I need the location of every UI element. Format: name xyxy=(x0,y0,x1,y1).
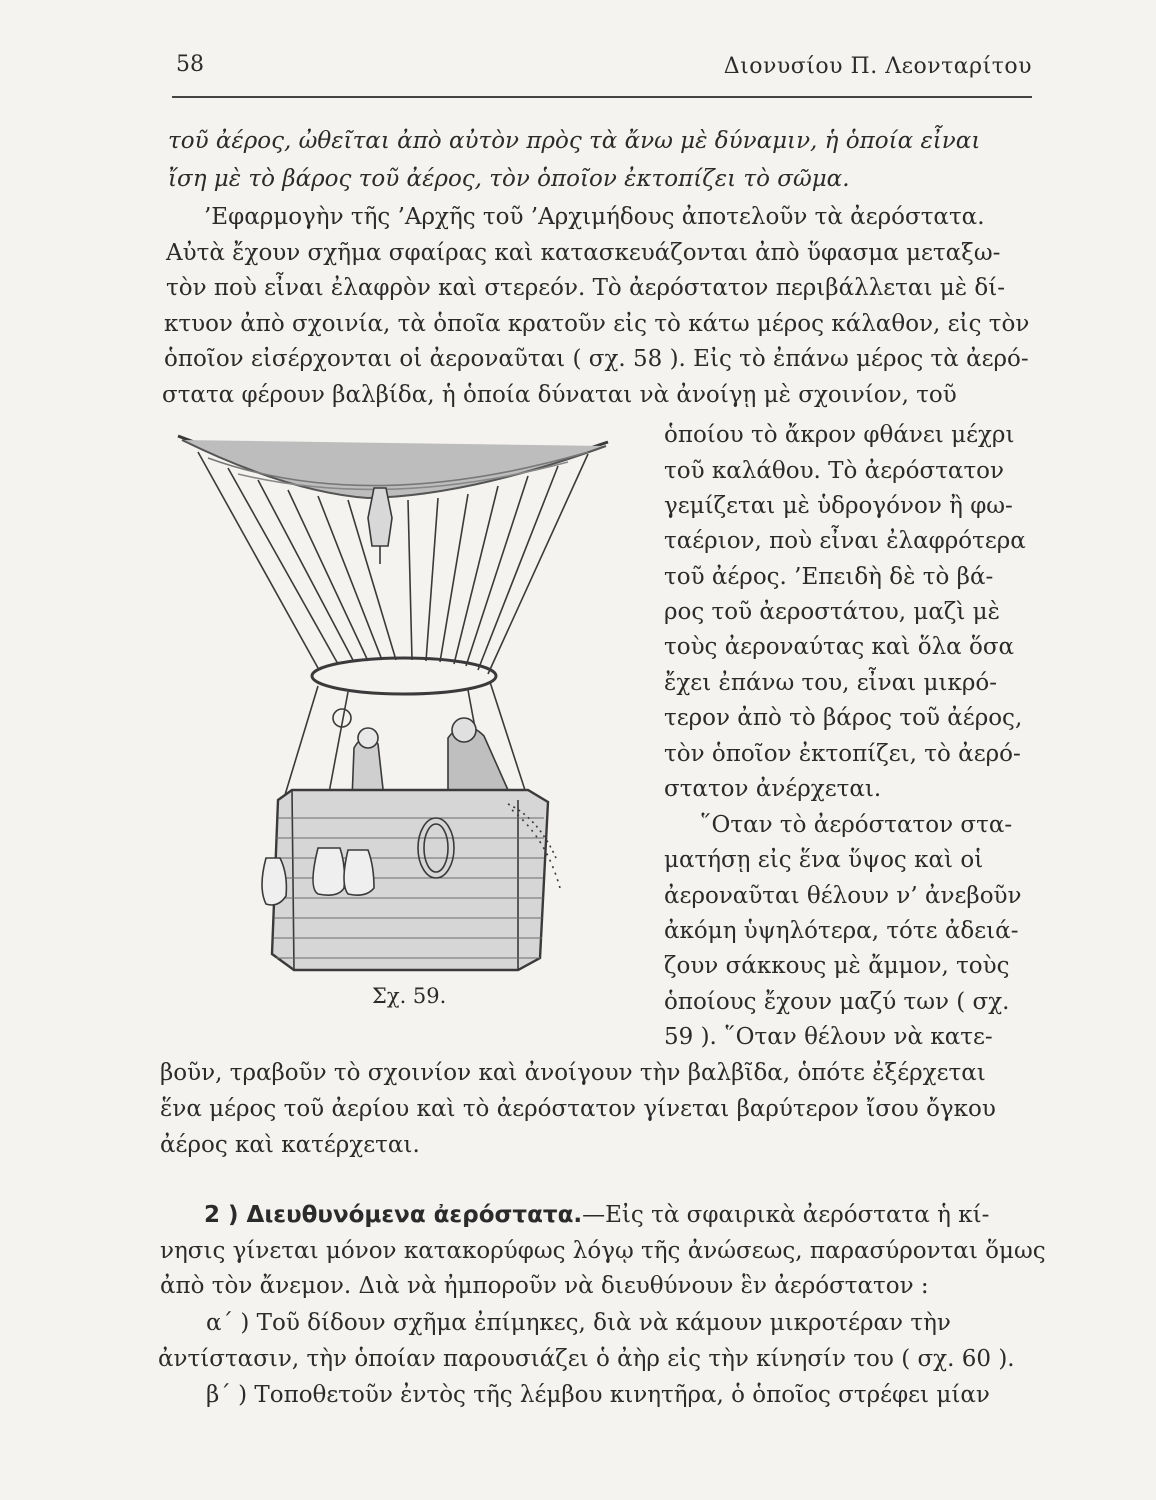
section-heading-rest: —Εἰς τὰ σφαιρικὰ ἀερόστατα ἡ κί- xyxy=(582,1202,990,1228)
column-line: γεμίζεται μὲ ὑδρογόνον ἢ φω- xyxy=(664,493,1013,519)
page-header xyxy=(172,44,1032,94)
paragraph-line: ὁποῖον εἰσέρχονται οἱ ἀεροναῦται ( σχ. 58 ). Εἰς τὸ ἐπάνω μέρος τὰ ἀερό- xyxy=(164,346,1029,372)
column-line: τοὺς ἀεροναύτας καὶ ὅλα ὅσα xyxy=(664,634,1015,660)
intro-line: τοῦ ἀέρος, ὠθεῖται ἀπὸ αὐτὸν πρὸς τὰ ἄνω μὲ δύναμιν, ἡ ὁποία εἶναι xyxy=(168,128,981,154)
column-line: ρος τοῦ ἀεροστάτου, μαζὶ μὲ xyxy=(664,599,1000,625)
column-line: τερον ἀπὸ τὸ βάρος τοῦ ἀέρος, xyxy=(664,705,1023,731)
column-line: ἀκόμη ὑψηλότερα, τότε ἀδειά- xyxy=(664,918,1019,944)
list-item: α΄ ) Τοῦ δίδουν σχῆμα ἐπίμηκες, διὰ νὰ κάμουν μικροτέραν τὴν xyxy=(206,1310,951,1336)
paragraph-line: κτυον ἀπὸ σχοινία, τὰ ὁποῖα κρατοῦν εἰς τὸ κάτω μέρος κάλαθον, εἰς τὸν xyxy=(164,311,1030,337)
column-line: τὸν ὁποῖον ἐκτοπίζει, τὸ ἀερό- xyxy=(664,741,1021,767)
list-item: β΄ ) Τοποθετοῦν ἐντὸς τῆς λέμβου κινητῆρα, ὁ ὁποῖος στρέφει μίαν xyxy=(206,1382,990,1408)
column-line: ἀεροναῦται θέλουν ν’ ἀνεβοῦν xyxy=(664,883,1022,909)
column-line: ἔχει ἐπάνω του, εἶναι μικρό- xyxy=(664,670,997,696)
column-line: ζουν σάκκους μὲ ἄμμον, τοὺς xyxy=(664,953,1010,979)
column-line: ῞Οταν τὸ ἀερόστατον στα- xyxy=(700,812,1013,838)
page-number: 58 xyxy=(176,52,204,77)
paragraph-line: ἀντίστασιν, τὴν ὁποίαν παρουσιάζει ὁ ἀὴρ εἰς τὴν κίνησίν του ( σχ. 60 ). xyxy=(158,1346,1015,1372)
paragraph-line: ’Εφαρμογὴν τῆς ’Αρχῆς τοῦ ’Αρχιμήδους ἀποτελοῦν τὰ ἀερόστατα. xyxy=(204,204,985,230)
paragraph-line: Αὐτὰ ἔχουν σχῆμα σφαίρας καὶ κατασκευάζονται ἀπὸ ὕφασμα μεταξω- xyxy=(166,240,1001,266)
paragraph-line: στατα φέρουν βαλβίδα, ἡ ὁποία δύναται νὰ ἀνοίγῃ μὲ σχοινίον, τοῦ xyxy=(162,382,957,408)
balloon-figure xyxy=(168,418,658,998)
paragraph-line: βοῦν, τραβοῦν τὸ σχοινίον καὶ ἀνοίγουν τὴν βαλβῖδα, ὁπότε ἐξέρχεται xyxy=(160,1060,986,1086)
column-line: ματήσῃ εἰς ἕνα ὕψος καὶ οἱ xyxy=(664,847,984,873)
column-line: τοῦ καλάθου. Τὸ ἀερόστατον xyxy=(664,458,1005,484)
hot-air-balloon-illustration xyxy=(168,418,658,998)
section-heading-line xyxy=(204,1200,989,1230)
column-line: ὁποίους ἔχουν μαζύ των ( σχ. xyxy=(664,989,1010,1015)
column-line: τοῦ ἀέρος. ’Επειδὴ δὲ τὸ βά- xyxy=(664,564,994,590)
paragraph-line: τὸν ποὺ εἶναι ἐλαφρὸν καὶ στερεόν. Τὸ ἀερόστατον περιβάλλεται μὲ δί- xyxy=(166,275,1006,301)
column-line: ὁποίου τὸ ἄκρον φθάνει μέχρι xyxy=(664,422,1015,448)
column-line: ταέριον, ποὺ εἶναι ἐλαφρότερα xyxy=(664,528,1026,554)
figure-caption: Σχ. 59. xyxy=(372,984,447,1008)
paragraph-line: ἕνα μέρος τοῦ ἀερίου καὶ τὸ ἀερόστατον γίνεται βαρύτερον ἴσου ὄγκου xyxy=(160,1096,996,1122)
section-heading: 2 ) Διευθυνόμενα ἀερόστατα. xyxy=(204,1202,583,1228)
column-line: στατον ἀνέρχεται. xyxy=(664,776,882,802)
column-line: 59 ). ῞Οταν θέλουν νὰ κατε- xyxy=(664,1024,993,1050)
paragraph-line: ἀέρος καὶ κατέρχεται. xyxy=(160,1132,420,1158)
header-rule xyxy=(172,96,1032,98)
running-title: Διονυσίου Π. Λεονταρίτου xyxy=(723,54,1032,79)
paragraph-line: νησις γίνεται μόνον κατακορύφως λόγῳ τῆς ἀνώσεως, παρασύρονται ὅμως xyxy=(160,1238,1046,1264)
paragraph-line: ἀπὸ τὸν ἄνεμον. Διὰ νὰ ἠμποροῦν νὰ διευθύνουν ἓν ἀερόστατον : xyxy=(160,1273,929,1299)
intro-line: ἴση μὲ τὸ βάρος τοῦ ἀέρος, τὸν ὁποῖον ἐκτοπίζει τὸ σῶμα. xyxy=(168,166,850,192)
